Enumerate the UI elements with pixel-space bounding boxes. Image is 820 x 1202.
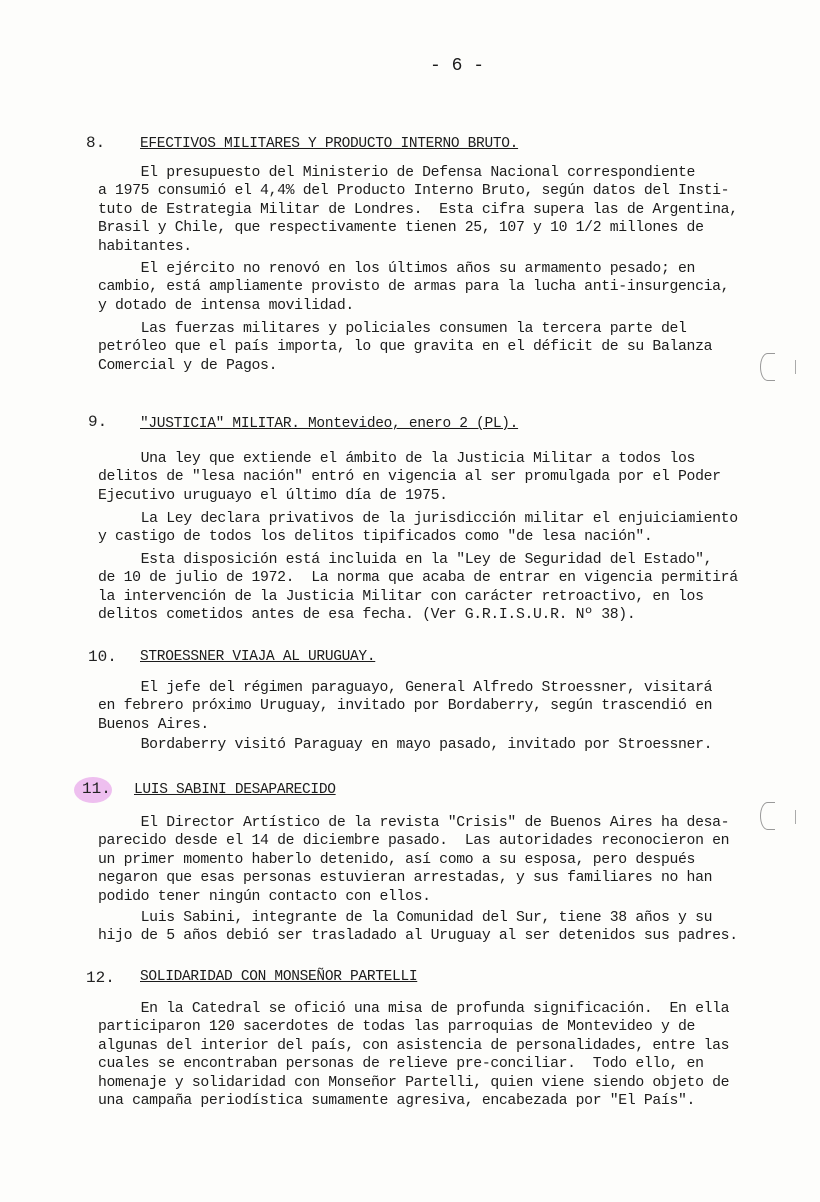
paragraph: Una ley que extiende el ámbito de la Justicia Militar a todos los delitos de "lesa nación" entró en vigencia al ser promulgada por el Poder Ejecutivo uruguayo el último día de 1975. [98, 451, 721, 504]
section-heading: STROESSNER VIAJA AL URUGUAY. [140, 649, 376, 665]
page-number: - 6 - [430, 56, 485, 76]
section-number: 9. [88, 413, 108, 431]
paragraph: Esta disposición está incluida en la "Ley de Seguridad del Estado", de 10 de julio de 1972. La norma que acaba de entrar en vigencia permitirá la intervención de la Justicia Militar con carácter retroactivo, en los delitos cometidos antes de esa fecha. (Ver G.R.I.S.U.R. Nº 38). [98, 552, 738, 624]
section-number: 8. [86, 134, 106, 152]
section-heading: "JUSTICIA" MILITAR. Montevideo, enero 2 (PL). [140, 416, 519, 432]
paragraph: El presupuesto del Ministerio de Defensa Nacional correspondiente a 1975 consumió el 4,4% del Producto Interno Bruto, según datos del Insti- tuto de Estrategia Militar de Londres. Esta cifra supera las de Argentina, Brasil y Chile, que respectivamente tienen 25, 107 y 10 1/2 millones de habitantes. [98, 165, 738, 255]
paragraph: En la Catedral se ofició una misa de profunda significación. En ella participaron 120 sacerdotes de todas las parroquias de Montevideo y de algunas del interior del país, con asistencia de personalidades, entre las cuales se encontraban personas de relieve pre-conciliar. Todo ello, en homenaje y solidaridad con Monseñor Partelli, quien viene siendo objeto de una campaña periodística sumamente agresiva, encabezada por "El País". [98, 1001, 730, 1110]
paragraph: Luis Sabini, integrante de la Comunidad del Sur, tiene 38 años y su hijo de 5 años debió ser trasladado al Uruguay al ser detenidos sus padres. [98, 910, 738, 945]
margin-tick [795, 360, 796, 374]
punch-hole-mark [760, 802, 775, 830]
section-heading: EFECTIVOS MILITARES Y PRODUCTO INTERNO BRUTO. [140, 136, 519, 152]
section-heading: SOLIDARIDAD CON MONSEÑOR PARTELLI [140, 969, 418, 985]
section-heading: LUIS SABINI DESAPARECIDO [134, 782, 336, 798]
section-number: 10. [88, 648, 117, 666]
section-number: 11. [82, 780, 111, 798]
paragraph: Bordaberry visitó Paraguay en mayo pasado, invitado por Stroessner. [98, 737, 713, 753]
margin-tick [795, 810, 796, 824]
paragraph: El jefe del régimen paraguayo, General Alfredo Stroessner, visitará en febrero próximo Uruguay, invitado por Bordaberry, según trascendió en Buenos Aires. [98, 680, 713, 733]
punch-hole-mark [760, 353, 775, 381]
paragraph: La Ley declara privativos de la jurisdicción militar el enjuiciamiento y castigo de todos los delitos tipificados como "de lesa nación". [98, 511, 738, 546]
paragraph: El Director Artístico de la revista "Crisis" de Buenos Aires ha desa- parecido desde el 14 de diciembre pasado. Las autoridades reconocieron en un primer momento haberlo detenido, así como a su esposa, pero después negaron que esas personas estuvieran arrestadas, y sus familiares no han podido tener ningún contacto con ellos. [98, 815, 730, 905]
section-number: 12. [86, 969, 115, 987]
paragraph: El ejército no renovó en los últimos años su armamento pesado; en cambio, está ampliamente provisto de armas para la lucha anti-insurgencia, y dotado de intensa movilidad. [98, 261, 730, 314]
paragraph: Las fuerzas militares y policiales consumen la tercera parte del petróleo que el país importa, lo que gravita en el déficit de su Balanza Comercial y de Pagos. [98, 321, 713, 374]
